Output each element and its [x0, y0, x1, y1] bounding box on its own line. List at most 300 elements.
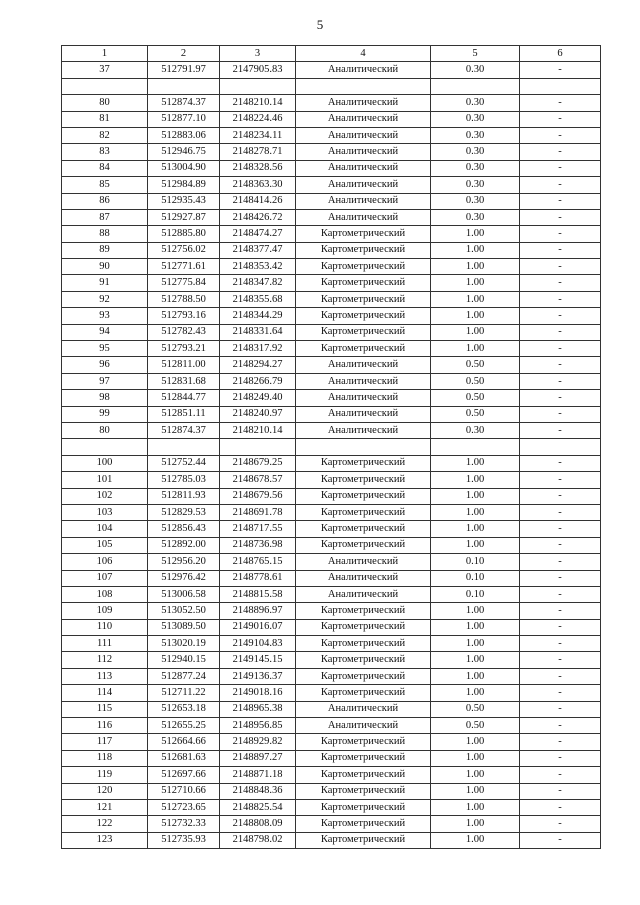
table-cell: -: [520, 341, 601, 357]
table-cell: 1.00: [431, 275, 520, 291]
table-cell: -: [520, 504, 601, 520]
table-cell: 2148294.27: [220, 357, 296, 373]
table-cell: 0.50: [431, 390, 520, 406]
table-row: [62, 472, 601, 488]
table-cell: [431, 78, 520, 94]
table-cell: -: [520, 619, 601, 635]
table-cell: Картометрический: [296, 226, 431, 242]
table-cell: 2148825.54: [220, 799, 296, 815]
table-cell: 512877.24: [148, 668, 220, 684]
table-row: [62, 701, 601, 717]
table-row: [62, 504, 601, 520]
table-cell: 2148331.64: [220, 324, 296, 340]
table-cell: Картометрический: [296, 521, 431, 537]
table-cell: 512956.20: [148, 554, 220, 570]
table-cell: Аналитический: [296, 62, 431, 78]
table-cell: 2148355.68: [220, 291, 296, 307]
table-cell: 2148347.82: [220, 275, 296, 291]
table-cell: 100: [62, 455, 148, 471]
table-cell: Аналитический: [296, 570, 431, 586]
table-cell: Аналитический: [296, 144, 431, 160]
table-cell: 121: [62, 799, 148, 815]
table-cell: Картометрический: [296, 308, 431, 324]
table-row: [62, 275, 601, 291]
table-cell: 37: [62, 62, 148, 78]
table-cell: -: [520, 734, 601, 750]
table-cell: Картометрический: [296, 259, 431, 275]
table-cell: Картометрический: [296, 291, 431, 307]
table-cell: 1.00: [431, 636, 520, 652]
table-row: [62, 799, 601, 815]
table-cell: -: [520, 586, 601, 602]
table-row: [62, 816, 601, 832]
table-cell: 512851.11: [148, 406, 220, 422]
table-cell: 512811.93: [148, 488, 220, 504]
table-cell: 2148678.57: [220, 472, 296, 488]
table-cell: 111: [62, 636, 148, 652]
table-cell: -: [520, 472, 601, 488]
table-cell: 2149016.07: [220, 619, 296, 635]
table-cell: -: [520, 603, 601, 619]
table-cell: 113: [62, 668, 148, 684]
table-cell: 513020.19: [148, 636, 220, 652]
table-cell: Аналитический: [296, 586, 431, 602]
table-cell: 2148897.27: [220, 750, 296, 766]
table-cell: 0.50: [431, 373, 520, 389]
table-row: [62, 439, 601, 455]
table-cell: 2148765.15: [220, 554, 296, 570]
table-cell: -: [520, 373, 601, 389]
table-cell: 2148871.18: [220, 767, 296, 783]
table-cell: 512874.37: [148, 422, 220, 438]
table-cell: 2148848.36: [220, 783, 296, 799]
table-cell: Картометрический: [296, 636, 431, 652]
table-cell: 2148956.85: [220, 718, 296, 734]
table-cell: Картометрический: [296, 685, 431, 701]
table-cell: 0.30: [431, 62, 520, 78]
table-cell: 1.00: [431, 521, 520, 537]
table-cell: 1.00: [431, 341, 520, 357]
table-cell: 0.30: [431, 209, 520, 225]
table-cell: 2149145.15: [220, 652, 296, 668]
table-row: [62, 685, 601, 701]
table-cell: Картометрический: [296, 652, 431, 668]
table-cell: 2149018.16: [220, 685, 296, 701]
table-row: [62, 406, 601, 422]
table-row: [62, 521, 601, 537]
table-cell: Аналитический: [296, 701, 431, 717]
table-cell: -: [520, 160, 601, 176]
table-row: [62, 160, 601, 176]
table-cell: -: [520, 111, 601, 127]
table-cell: Аналитический: [296, 111, 431, 127]
table-row: [62, 668, 601, 684]
table-cell: [431, 439, 520, 455]
table-cell: 2148808.09: [220, 816, 296, 832]
table-cell: -: [520, 668, 601, 684]
table-cell: 2148363.30: [220, 177, 296, 193]
table-row: [62, 373, 601, 389]
table-cell: 0.30: [431, 193, 520, 209]
table-cell: Аналитический: [296, 390, 431, 406]
table-cell: 85: [62, 177, 148, 193]
table-cell: 102: [62, 488, 148, 504]
table-cell: 0.30: [431, 127, 520, 143]
table-cell: -: [520, 259, 601, 275]
table-cell: 512793.16: [148, 308, 220, 324]
table-cell: -: [520, 701, 601, 717]
table-cell: Картометрический: [296, 455, 431, 471]
table-cell: 1.00: [431, 537, 520, 553]
table-cell: 2148679.56: [220, 488, 296, 504]
table-row: [62, 750, 601, 766]
table-cell: Аналитический: [296, 718, 431, 734]
table-cell: 512771.61: [148, 259, 220, 275]
table-cell: -: [520, 390, 601, 406]
table-cell: -: [520, 177, 601, 193]
table-cell: 2148965.38: [220, 701, 296, 717]
table-cell: Аналитический: [296, 127, 431, 143]
column-header: 5: [431, 46, 520, 62]
table-cell: -: [520, 226, 601, 242]
table-cell: 1.00: [431, 324, 520, 340]
table-cell: -: [520, 193, 601, 209]
table-cell: 512874.37: [148, 95, 220, 111]
table-cell: 98: [62, 390, 148, 406]
table-cell: 512653.18: [148, 701, 220, 717]
table-cell: [62, 439, 148, 455]
table-cell: 87: [62, 209, 148, 225]
table-cell: 512711.22: [148, 685, 220, 701]
table-cell: 92: [62, 291, 148, 307]
table-row: [62, 718, 601, 734]
table-cell: Картометрический: [296, 472, 431, 488]
coordinates-table: [61, 45, 601, 849]
table-cell: 512681.63: [148, 750, 220, 766]
table-cell: 2148778.61: [220, 570, 296, 586]
table-cell: 0.50: [431, 701, 520, 717]
table-cell: 0.30: [431, 422, 520, 438]
table-cell: 512697.66: [148, 767, 220, 783]
table-cell: 1.00: [431, 767, 520, 783]
table-cell: [62, 78, 148, 94]
table-cell: Картометрический: [296, 324, 431, 340]
table-cell: 2148328.56: [220, 160, 296, 176]
table-cell: 2148474.27: [220, 226, 296, 242]
table-cell: 2148691.78: [220, 504, 296, 520]
table-cell: 1.00: [431, 685, 520, 701]
table-cell: 0.10: [431, 586, 520, 602]
table-cell: 1.00: [431, 259, 520, 275]
table-cell: -: [520, 275, 601, 291]
table-cell: 109: [62, 603, 148, 619]
table-row: [62, 570, 601, 586]
table-cell: Аналитический: [296, 95, 431, 111]
table-cell: 0.30: [431, 111, 520, 127]
table-cell: 2148414.26: [220, 193, 296, 209]
table-cell: 512791.97: [148, 62, 220, 78]
table-cell: 2148344.29: [220, 308, 296, 324]
table-cell: 2148266.79: [220, 373, 296, 389]
table-row: [62, 95, 601, 111]
table-cell: 1.00: [431, 291, 520, 307]
table-cell: Картометрический: [296, 603, 431, 619]
table-cell: 512885.80: [148, 226, 220, 242]
table-cell: Аналитический: [296, 554, 431, 570]
table-cell: 512946.75: [148, 144, 220, 160]
table-cell: -: [520, 209, 601, 225]
table-cell: 512935.43: [148, 193, 220, 209]
table-cell: 512775.84: [148, 275, 220, 291]
table-cell: [220, 439, 296, 455]
table-cell: 512811.00: [148, 357, 220, 373]
table-cell: 512793.21: [148, 341, 220, 357]
table-cell: 0.30: [431, 95, 520, 111]
table-cell: Картометрический: [296, 341, 431, 357]
table-cell: 1.00: [431, 455, 520, 471]
table-cell: -: [520, 488, 601, 504]
table-cell: 512856.43: [148, 521, 220, 537]
table-cell: 512788.50: [148, 291, 220, 307]
table-cell: 1.00: [431, 652, 520, 668]
table-cell: 90: [62, 259, 148, 275]
table-cell: 1.00: [431, 783, 520, 799]
table-cell: Картометрический: [296, 242, 431, 258]
table-cell: Картометрический: [296, 750, 431, 766]
table-cell: 104: [62, 521, 148, 537]
table-cell: -: [520, 455, 601, 471]
table-cell: -: [520, 570, 601, 586]
table-cell: -: [520, 783, 601, 799]
table-cell: 1.00: [431, 242, 520, 258]
table-cell: 2148210.14: [220, 422, 296, 438]
table-cell: -: [520, 308, 601, 324]
table-cell: 89: [62, 242, 148, 258]
table-cell: Аналитический: [296, 177, 431, 193]
table-cell: -: [520, 636, 601, 652]
table-cell: 84: [62, 160, 148, 176]
table-cell: 112: [62, 652, 148, 668]
table-cell: 0.50: [431, 406, 520, 422]
table-cell: -: [520, 816, 601, 832]
table-row: [62, 78, 601, 94]
table-cell: 1.00: [431, 750, 520, 766]
table-cell: -: [520, 652, 601, 668]
table-cell: Картометрический: [296, 275, 431, 291]
page-number: 5: [316, 17, 324, 32]
table-cell: 2148679.25: [220, 455, 296, 471]
table-cell: 512710.66: [148, 783, 220, 799]
table-cell: -: [520, 324, 601, 340]
table-row: [62, 767, 601, 783]
table-cell: -: [520, 537, 601, 553]
table-row: [62, 242, 601, 258]
table-cell: 107: [62, 570, 148, 586]
table-cell: Аналитический: [296, 193, 431, 209]
table-cell: -: [520, 62, 601, 78]
table-cell: 95: [62, 341, 148, 357]
table-cell: 2148278.71: [220, 144, 296, 160]
table-cell: 2148249.40: [220, 390, 296, 406]
table-cell: 512756.02: [148, 242, 220, 258]
table-row: [62, 226, 601, 242]
table-row: [62, 209, 601, 225]
table-cell: -: [520, 521, 601, 537]
table-cell: [520, 78, 601, 94]
table-cell: 512927.87: [148, 209, 220, 225]
table-cell: 99: [62, 406, 148, 422]
table-cell: 2149104.83: [220, 636, 296, 652]
table-cell: 2148736.98: [220, 537, 296, 553]
table-cell: 2148929.82: [220, 734, 296, 750]
table-cell: 1.00: [431, 603, 520, 619]
table-cell: 114: [62, 685, 148, 701]
table-row: [62, 652, 601, 668]
table-cell: 512877.10: [148, 111, 220, 127]
table-cell: 512892.00: [148, 537, 220, 553]
table-cell: Картометрический: [296, 504, 431, 520]
table-cell: 512844.77: [148, 390, 220, 406]
table-cell: 2148317.92: [220, 341, 296, 357]
table-cell: 512831.68: [148, 373, 220, 389]
table-cell: Аналитический: [296, 422, 431, 438]
table-cell: [148, 439, 220, 455]
table-cell: Картометрический: [296, 816, 431, 832]
table-cell: 512664.66: [148, 734, 220, 750]
table-cell: 1.00: [431, 734, 520, 750]
table-cell: 1.00: [431, 799, 520, 815]
table-cell: [220, 78, 296, 94]
table-cell: Аналитический: [296, 209, 431, 225]
table-cell: 101: [62, 472, 148, 488]
table-cell: 512785.03: [148, 472, 220, 488]
table-cell: 2148224.46: [220, 111, 296, 127]
table-cell: 81: [62, 111, 148, 127]
table-cell: 82: [62, 127, 148, 143]
table-cell: 2148353.42: [220, 259, 296, 275]
table-cell: [148, 78, 220, 94]
table-row: [62, 291, 601, 307]
table-cell: 2148240.97: [220, 406, 296, 422]
table-cell: [296, 439, 431, 455]
table-cell: 512829.53: [148, 504, 220, 520]
table-cell: 0.10: [431, 554, 520, 570]
column-header: 4: [296, 46, 431, 62]
table-cell: 116: [62, 718, 148, 734]
table-cell: 513006.58: [148, 586, 220, 602]
table-cell: Картометрический: [296, 832, 431, 848]
table-cell: 512883.06: [148, 127, 220, 143]
table-cell: -: [520, 406, 601, 422]
table-cell: -: [520, 554, 601, 570]
table-row: [62, 734, 601, 750]
table-cell: 115: [62, 701, 148, 717]
table-cell: -: [520, 95, 601, 111]
table-cell: -: [520, 750, 601, 766]
table-cell: Картометрический: [296, 668, 431, 684]
table-cell: 0.30: [431, 177, 520, 193]
table-cell: 1.00: [431, 619, 520, 635]
table-row: [62, 488, 601, 504]
table-cell: -: [520, 832, 601, 848]
table-cell: 103: [62, 504, 148, 520]
table-cell: -: [520, 685, 601, 701]
table-cell: Картометрический: [296, 783, 431, 799]
table-cell: Картометрический: [296, 767, 431, 783]
table-cell: 1.00: [431, 668, 520, 684]
table-cell: -: [520, 144, 601, 160]
table-cell: 1.00: [431, 504, 520, 520]
table-cell: 97: [62, 373, 148, 389]
table-cell: 2149136.37: [220, 668, 296, 684]
table-cell: 1.00: [431, 226, 520, 242]
table-cell: 2148717.55: [220, 521, 296, 537]
table-cell: Картометрический: [296, 537, 431, 553]
table-cell: 2148798.02: [220, 832, 296, 848]
column-header: 2: [148, 46, 220, 62]
table-cell: -: [520, 291, 601, 307]
table-row: [62, 554, 601, 570]
table-cell: Картометрический: [296, 734, 431, 750]
table-cell: -: [520, 242, 601, 258]
table-cell: Аналитический: [296, 406, 431, 422]
table-cell: Картометрический: [296, 619, 431, 635]
table-cell: Картометрический: [296, 488, 431, 504]
table-row: [62, 111, 601, 127]
table-cell: 512782.43: [148, 324, 220, 340]
table-cell: 2147905.83: [220, 62, 296, 78]
table-cell: Аналитический: [296, 373, 431, 389]
table-cell: 0.10: [431, 570, 520, 586]
table-body: [62, 62, 601, 849]
table-cell: 2148210.14: [220, 95, 296, 111]
table-row: [62, 177, 601, 193]
table-cell: 512976.42: [148, 570, 220, 586]
table-cell: 117: [62, 734, 148, 750]
table-cell: [296, 78, 431, 94]
table-cell: 1.00: [431, 816, 520, 832]
table-row: [62, 586, 601, 602]
table-row: [62, 455, 601, 471]
table-cell: 2148234.11: [220, 127, 296, 143]
table-cell: 1.00: [431, 832, 520, 848]
table-cell: 512940.15: [148, 652, 220, 668]
table-row: [62, 193, 601, 209]
table-cell: Аналитический: [296, 160, 431, 176]
table-row: [62, 341, 601, 357]
table-cell: -: [520, 357, 601, 373]
table-row: [62, 62, 601, 78]
table-cell: 91: [62, 275, 148, 291]
table-cell: [520, 439, 601, 455]
table-cell: 80: [62, 95, 148, 111]
table-cell: 512732.33: [148, 816, 220, 832]
table-cell: 0.50: [431, 357, 520, 373]
table-cell: 513089.50: [148, 619, 220, 635]
table-cell: 2148377.47: [220, 242, 296, 258]
table-cell: 513004.90: [148, 160, 220, 176]
table-row: [62, 308, 601, 324]
table-row: [62, 603, 601, 619]
table-row: [62, 619, 601, 635]
table-row: [62, 783, 601, 799]
table-cell: 108: [62, 586, 148, 602]
table-cell: 512984.89: [148, 177, 220, 193]
table-cell: -: [520, 127, 601, 143]
table-cell: 512735.93: [148, 832, 220, 848]
table-cell: 105: [62, 537, 148, 553]
table-cell: -: [520, 799, 601, 815]
